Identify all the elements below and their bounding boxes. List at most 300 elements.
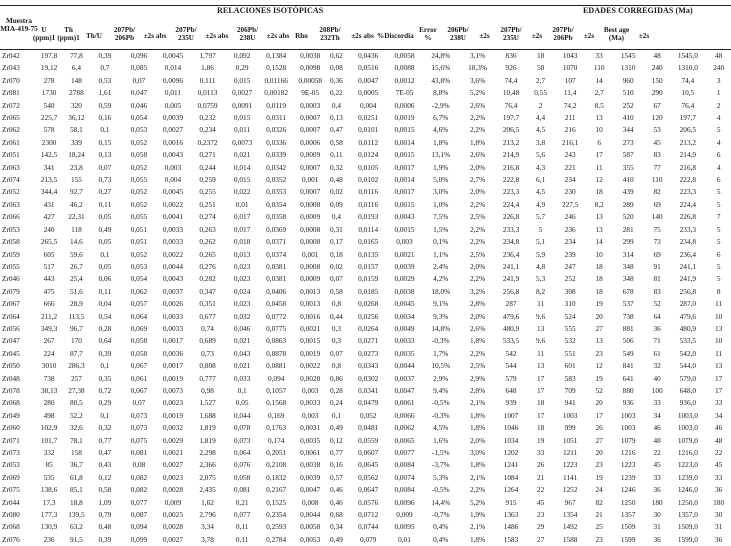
cell-err2: 0,043 <box>233 348 251 358</box>
cell-pb207-u235: 1,62 <box>201 497 214 507</box>
cell-age-207-206: 510 <box>622 88 634 98</box>
cell-pb207-u235: 0,244 <box>199 162 216 172</box>
cell-best-age-err: 5 <box>716 187 721 197</box>
cell-err2: 0,017 <box>233 224 251 234</box>
cell-pb207-pb206: 0,081 <box>130 448 148 457</box>
cell-err4: 0,0077 <box>394 448 415 457</box>
cell-age-207-206: 348 <box>622 274 634 284</box>
cell-pb206-u238: 0,0772 <box>266 311 287 321</box>
cell-err2: 0,01 <box>235 199 249 209</box>
cell-rho: 0,16 <box>330 460 343 470</box>
cell-rho: 0,11 <box>330 150 343 160</box>
cell-error-pct: 2,1% <box>469 522 486 532</box>
cell-err3: 0,0044 <box>300 510 321 520</box>
cell-age-err2: 82 <box>595 497 603 507</box>
cell-error-pct: 2,1% <box>469 472 486 482</box>
cell-th-ppm: 118 <box>71 224 82 234</box>
cell-pb208-th232: 0,052 <box>360 410 377 420</box>
cell-err2: 0,023 <box>233 274 251 284</box>
cell-age-207-206: 355 <box>622 162 634 172</box>
cell-err3: 0,008 <box>301 497 319 507</box>
cell-u-ppm: 236 <box>43 534 55 544</box>
cell-err2: 0,11 <box>235 522 249 532</box>
cell-u-ppm: 142,5 <box>40 150 58 160</box>
cell-err1: 0,0023 <box>162 472 183 482</box>
cell-error-pct: 2,2% <box>469 348 486 358</box>
cell-pb208-th232: 0,0116 <box>358 187 379 197</box>
cell-th-u: 0,07 <box>98 162 112 172</box>
cell-pb207-u235: 0,677 <box>199 311 216 321</box>
cell-age-207-235: 11,4 <box>563 88 577 98</box>
cell-sample: Zr064 <box>2 311 20 321</box>
cell-age-206-238: 533,5 <box>502 336 520 346</box>
cell-error-pct: 3,1% <box>469 51 486 60</box>
cell-pb207-pb206: 0,055 <box>130 212 148 222</box>
cell-pb207-pb206: 0,094 <box>130 522 148 532</box>
cell-rho: 0,1 <box>331 410 341 420</box>
cell-u-ppm: 475 <box>43 286 55 296</box>
cell-age-207-235: 1043 <box>562 51 578 60</box>
cell-pb206-u238: 0,2167 <box>266 485 287 495</box>
cell-discordance: 0,4% <box>433 534 449 544</box>
cell-rho: 0,17 <box>330 237 343 247</box>
cell-err2: 0,021 <box>233 361 251 371</box>
cell-age-err2: 18 <box>595 286 603 296</box>
cell-age-err2: 20 <box>595 398 603 408</box>
cell-age-err2: 17 <box>595 410 603 420</box>
cell-pb208-th232: 0,0185 <box>358 286 379 296</box>
cell-age-err2: 2,7 <box>594 88 604 98</box>
cell-pb207-pb206: 0,077 <box>130 497 148 507</box>
cell-err3: 0,0009 <box>300 274 321 284</box>
cell-age-err1: 17 <box>536 410 545 420</box>
cell-th-ppm: 25,4 <box>70 274 83 284</box>
cell-age-err3: 36 <box>653 323 661 333</box>
cell-age-207-206: 299 <box>622 237 634 247</box>
cell-rho: 0,49 <box>330 534 343 544</box>
cell-best-age-err: 4 <box>716 162 721 172</box>
cell-u-ppm: 3010 <box>41 361 57 371</box>
cell-err2: 0,21 <box>235 497 249 507</box>
cell-err3: 0,00058 <box>298 75 323 85</box>
cell-pb207-pb206: 0,07 <box>132 398 146 408</box>
cell-pb207-pb206: 0,052 <box>130 199 148 209</box>
cell-sample: Zr060 <box>2 423 20 433</box>
cell-th-u: 0,58 <box>98 485 112 495</box>
cell-rho: 0,58 <box>330 286 343 296</box>
cell-age-207-206: 549 <box>622 348 634 358</box>
cell-age-err1: 33 <box>536 448 545 457</box>
cell-discordance: -0,5% <box>431 485 450 495</box>
cell-best-age: 936,0 <box>679 398 697 408</box>
cell-err3: 9E-05 <box>301 88 320 98</box>
cell-pb207-pb206: 0,067 <box>130 361 148 371</box>
cell-age-err2: 13 <box>595 224 603 234</box>
cell-sample: Zr052 <box>2 187 20 197</box>
cell-u-ppm: 332 <box>43 448 55 457</box>
cell-age-206-238: 915 <box>505 497 517 507</box>
cell-sample: Zr061 <box>2 137 20 147</box>
col-header-pb208-th232: 208Pb/ 232Th <box>319 26 341 42</box>
cell-age-207-235: 221 <box>564 162 576 172</box>
table-row <box>0 124 731 136</box>
cell-err4: 0,0014 <box>394 175 415 185</box>
cell-age-206-238: 836 <box>505 51 517 60</box>
cell-best-age: 533,5 <box>679 336 697 346</box>
cell-th-u: 0,27 <box>98 187 112 197</box>
cell-best-age-err: 36 <box>714 485 723 495</box>
cell-err4: 0,0084 <box>394 485 415 495</box>
cell-sample: Zr078 <box>2 385 20 395</box>
table-row <box>0 447 731 459</box>
cell-pb206-u238: 0,0352 <box>266 175 287 185</box>
cell-age-err2: 10 <box>595 125 603 135</box>
cell-u-ppm: 225,7 <box>40 113 58 123</box>
cell-th-u: 0,35 <box>98 373 112 383</box>
cell-err4: 0,0006 <box>394 100 415 110</box>
cell-age-err1: 17 <box>536 385 545 395</box>
cell-pb208-th232: 0,0135 <box>358 249 379 259</box>
cell-age-207-235: 583 <box>564 373 576 383</box>
cell-age-207-235: 236 <box>564 224 576 234</box>
table-row <box>0 87 731 99</box>
cell-th-u: 0,11 <box>98 199 112 209</box>
cell-pb206-u238: 0,0881 <box>266 361 287 371</box>
cell-rho: 0,07 <box>330 348 343 358</box>
cell-err4: 0,0043 <box>394 212 415 222</box>
cell-age-206-238: 233,3 <box>502 224 520 234</box>
cell-age-207-235: 555 <box>564 323 576 333</box>
cell-th-u: 0,28 <box>98 323 112 333</box>
table-row <box>0 323 731 335</box>
cell-age-206-238: 1084 <box>503 472 519 482</box>
cell-u-ppm: 213,5 <box>40 175 58 185</box>
cell-rho: 0,22 <box>330 88 343 98</box>
cell-err3: 0,0013 <box>300 286 321 296</box>
cell-u-ppm: 517 <box>43 261 55 271</box>
cell-err4: 0,0049 <box>394 323 415 333</box>
cell-age-err3: 140 <box>651 212 663 222</box>
cell-pb206-u238: 0,2593 <box>266 522 287 532</box>
cell-sample: Zr070 <box>2 75 20 85</box>
cell-age-207-235: 1252 <box>562 485 578 495</box>
cell-sample: Zr053 <box>2 224 20 234</box>
cell-discordance: 9,4% <box>433 385 449 395</box>
cell-age-err1: 6,1 <box>536 175 546 185</box>
cell-best-age-err: 6 <box>716 175 721 185</box>
cell-err4: 0,01 <box>398 534 411 544</box>
col-header-th-u: Th/U <box>86 32 102 40</box>
cell-pb207-u235: 2,435 <box>199 485 216 495</box>
cell-pb206-u238: 0,0326 <box>266 125 287 135</box>
cell-rho: 0,36 <box>330 75 343 85</box>
cell-pb208-th232: 0,0112 <box>358 137 379 147</box>
cell-age-207-235: 246 <box>564 212 576 222</box>
cell-error-pct: 2,8% <box>469 385 486 395</box>
cell-u-ppm: 535 <box>43 472 55 482</box>
cell-pb206-u238: 0,169 <box>267 410 285 420</box>
cell-age-err2: 27 <box>595 323 603 333</box>
cell-best-age-err: 3 <box>716 75 721 85</box>
cell-best-age: 213,2 <box>679 137 697 147</box>
cell-u-ppm: 498 <box>43 410 55 420</box>
cell-sample: Zr047 <box>2 336 20 346</box>
cell-age-err3: 32 <box>653 361 661 371</box>
cell-age-206-238: 241,1 <box>502 261 520 271</box>
cell-age-206-238: 480,9 <box>502 323 520 333</box>
cell-age-206-238: 241,9 <box>502 274 520 284</box>
cell-err1: 0,0028 <box>162 522 183 532</box>
cell-err4: 0,0012 <box>394 75 415 85</box>
cell-age-err1: 3,8 <box>536 137 546 147</box>
cell-age-err1: 23 <box>536 510 545 520</box>
cell-age-206-238: 542 <box>505 348 517 358</box>
cell-age-207-206: 344 <box>622 125 634 135</box>
cell-th-ppm: 148 <box>70 75 82 85</box>
col-header-err3: ±2s abs <box>266 32 290 40</box>
cell-error-pct: 3,6% <box>469 75 486 85</box>
cell-best-age: 1545,0 <box>677 51 698 60</box>
cell-err2: 0,081 <box>233 485 251 495</box>
cell-pb207-pb206: 0,051 <box>130 224 148 234</box>
col-header-discordance: %Discordia <box>377 32 414 40</box>
cell-pb207-u235: 0,234 <box>199 125 216 135</box>
cell-age-err3: 73 <box>653 237 661 247</box>
cell-age-207-235: 216 <box>564 125 576 135</box>
table-row <box>0 186 731 198</box>
cell-discordance: 1,6% <box>433 435 449 445</box>
cell-u-ppm: 280 <box>43 398 55 408</box>
cell-error-pct: 2,2% <box>469 274 486 284</box>
cell-u-ppm: 344,4 <box>40 187 58 197</box>
cell-err3: 0,0038 <box>300 460 321 470</box>
cell-best-age: 479,6 <box>679 311 697 321</box>
cell-err2: 0,0027 <box>232 88 253 98</box>
cell-pb208-th232: 0,0251 <box>358 113 379 123</box>
cell-err4: 0,0017 <box>394 187 415 197</box>
cell-err3: 0,0022 <box>300 361 321 371</box>
cell-pb208-th232: 0,0479 <box>358 398 379 408</box>
cell-u-ppm: 19,12 <box>40 63 58 73</box>
cell-age-206-238: 926 <box>505 63 517 73</box>
cell-age-err3: 75 <box>653 224 661 234</box>
cell-th-ppm: 87,7 <box>70 348 83 358</box>
cell-age-207-206: 587 <box>622 150 634 160</box>
cell-err3: 0,0058 <box>300 522 321 532</box>
cell-age-err2: 18 <box>595 274 603 284</box>
cell-age-err3: 34 <box>653 410 661 420</box>
cell-pb207-u235: 0,262 <box>199 237 216 247</box>
cell-err3: 0,0009 <box>300 150 321 160</box>
cell-discordance: 1,0% <box>433 199 449 209</box>
cell-age-err1: 5,3 <box>536 274 546 284</box>
cell-discordance: 7,5% <box>433 212 449 222</box>
cell-age-err2: 24 <box>595 485 603 495</box>
cell-err1: 0,0019 <box>162 373 183 383</box>
cell-u-ppm: 138,6 <box>40 485 58 495</box>
cell-sample: Zr056 <box>2 323 20 333</box>
cell-err4: 0,0017 <box>394 162 415 172</box>
cell-discordance: -0,7% <box>431 510 450 520</box>
cell-pb208-th232: 0,0516 <box>358 63 379 73</box>
cell-err3: 0,0098 <box>300 63 321 73</box>
cell-age-207-235: 1492 <box>562 522 578 532</box>
cell-th-u: 0,39 <box>98 51 112 60</box>
cell-error-pct: 2,2% <box>469 224 486 234</box>
col-header-pb207-pb206: 207Pb/ 206Pb <box>113 26 136 42</box>
cell-age-err2: 23 <box>595 460 603 470</box>
cell-age-err2: 20 <box>595 448 603 457</box>
cell-age-err1: 5,6 <box>536 150 546 160</box>
cell-pb208-th232: 0,0647 <box>358 485 379 495</box>
cell-age-207-206: 1310 <box>620 63 636 73</box>
cell-age-err2: 25 <box>595 522 603 532</box>
col-header-error-pct: Error % <box>419 26 437 42</box>
cell-err3: 0,0013 <box>300 299 321 309</box>
cell-pb207-u235: 0,2372 <box>197 137 218 147</box>
cell-th-ppm: 139,5 <box>68 510 85 520</box>
cell-pb208-th232: 0,079 <box>360 534 377 544</box>
cell-age-206-238: 214,9 <box>502 150 520 160</box>
cell-err4: 7E-05 <box>395 88 414 98</box>
cell-th-u: 0,05 <box>98 261 112 271</box>
cell-best-age-err: 46 <box>714 423 723 433</box>
cell-age-207-235: 941 <box>564 398 576 408</box>
cell-best-age-err: 8 <box>716 286 721 296</box>
cell-age-err3: 45 <box>653 137 661 147</box>
cell-age-err1: 13 <box>536 361 545 371</box>
cell-best-age-err: 17 <box>714 385 723 395</box>
col-header-best-age: Best age (Ma) <box>603 26 630 42</box>
cell-th-ppm: 257 <box>70 373 82 383</box>
cell-age-206-238: 1034 <box>503 435 519 445</box>
table-row <box>0 50 731 62</box>
col-header-pb206-u238: 206Pb/ 238U <box>236 26 259 42</box>
table-row <box>0 410 731 422</box>
cell-age-err3: 240 <box>651 63 663 73</box>
cell-best-age-err: 5 <box>716 237 721 247</box>
cell-sample: Zr065 <box>2 113 20 123</box>
cell-age-206-238: 197,7 <box>502 113 520 123</box>
cell-err4: 0,0015 <box>394 125 415 135</box>
cell-th-ppm: 96,7 <box>70 323 83 333</box>
cell-discordance: 1,5% <box>433 224 449 234</box>
cell-pb208-th232: 0,0116 <box>358 199 379 209</box>
cell-pb206-u238: 0,2784 <box>266 534 287 544</box>
cell-sample: Zr059 <box>2 249 20 259</box>
cell-discordance: 9,1% <box>433 299 449 309</box>
cell-age-err3: 53 <box>653 125 661 135</box>
cell-rho: 0,44 <box>330 311 343 321</box>
cell-pb207-u235: 0,0113 <box>197 88 218 98</box>
cell-age-err3: 48 <box>653 435 661 445</box>
cell-age-207-235: 1354 <box>562 510 578 520</box>
cell-err1: 0,0017 <box>162 361 183 371</box>
cell-th-u: 0,05 <box>98 237 112 247</box>
cell-err4: 0,0065 <box>394 435 415 445</box>
table-row <box>0 224 731 236</box>
cell-sample: Zr073 <box>2 448 20 457</box>
cell-age-err1: 4,3 <box>536 162 546 172</box>
cell-u-ppm: 666 <box>43 299 55 309</box>
cell-error-pct: 2,0% <box>469 311 486 321</box>
cell-age-err2: 26 <box>595 423 603 433</box>
cell-sample: Zr081 <box>2 88 20 98</box>
cell-th-ppm: 339 <box>70 137 82 147</box>
cell-best-age-err: 4 <box>716 137 721 147</box>
cell-th-u: 0,05 <box>98 212 112 222</box>
cell-th-u: 0,1 <box>100 249 110 259</box>
cell-pb207-u235: 1,688 <box>199 410 216 420</box>
cell-age-err2: 19 <box>595 472 603 482</box>
cell-discordance: 18,0% <box>431 286 451 296</box>
cell-age-207-206: 410 <box>622 175 634 185</box>
cell-err3: 0,0035 <box>300 435 321 445</box>
cell-err3: 0,003 <box>301 410 319 420</box>
cell-err4: 0,0095 <box>394 522 415 532</box>
cell-best-age-err: 4 <box>716 113 721 123</box>
cell-age-err2: 10 <box>595 249 603 259</box>
cell-sample: Zr063 <box>2 199 20 209</box>
cell-pb208-th232: 0,0645 <box>358 460 379 470</box>
cell-pb206-u238: 0,0775 <box>266 323 287 333</box>
table-row <box>0 435 731 447</box>
cell-pb207-u235: 2,075 <box>199 472 216 482</box>
cell-age-err3: 52 <box>653 299 661 309</box>
cell-err1: 0,009 <box>164 497 182 507</box>
cell-sample: Zr063 <box>2 162 20 172</box>
cell-age-err1: 9,6 <box>536 336 546 346</box>
table-row <box>0 62 731 74</box>
cell-best-age: 241,9 <box>679 274 697 284</box>
cell-err2: 0,023 <box>233 299 251 309</box>
cell-pb207-u235: 0,251 <box>199 199 216 209</box>
cell-best-age-err: 48 <box>714 51 723 60</box>
cell-err2: 0,014 <box>233 162 251 172</box>
isotopic-ratios-heading: RELACIONES ISOTÓPICAS <box>217 6 324 15</box>
cell-th-u: 0,39 <box>98 534 112 544</box>
cell-th-ppm: 51,6 <box>70 286 83 296</box>
cell-err4: 0,0021 <box>394 249 415 259</box>
table-row <box>0 162 731 174</box>
cell-age-err1: 45 <box>536 497 545 507</box>
cell-rho: 0,68 <box>330 510 343 520</box>
cell-rho: 0,31 <box>330 224 343 234</box>
cell-sample: Zr046 <box>2 274 20 284</box>
cell-age-207-235: 252 <box>564 274 576 284</box>
cell-age-err3: 91 <box>653 261 661 271</box>
cell-age-207-206: 1250 <box>620 497 636 507</box>
cell-err3: 0,0019 <box>300 348 321 358</box>
cell-th-u: 0,16 <box>98 113 112 123</box>
cell-age-206-238: 206,5 <box>502 125 520 135</box>
cell-age-206-238: 74,4 <box>504 75 518 85</box>
cell-age-206-238: 287 <box>505 299 517 309</box>
cell-age-err1: 0,55 <box>534 88 547 98</box>
cell-age-206-238: 544 <box>505 361 517 371</box>
cell-err1: 0,0043 <box>162 150 183 160</box>
cell-best-age-err: 5 <box>716 125 721 135</box>
cell-u-ppm: 17,3 <box>42 497 56 507</box>
cell-err4: 0,0035 <box>394 348 415 358</box>
cell-age-207-206: 520 <box>622 212 634 222</box>
cell-err1: 0,0016 <box>162 137 183 147</box>
cell-best-age-err: 13 <box>714 361 723 371</box>
cell-sample: Zr069 <box>2 472 20 482</box>
cell-rho: 0,18 <box>330 249 343 259</box>
cell-best-age-err: 10 <box>714 311 723 321</box>
cell-pb206-u238: 0,0339 <box>266 150 287 160</box>
